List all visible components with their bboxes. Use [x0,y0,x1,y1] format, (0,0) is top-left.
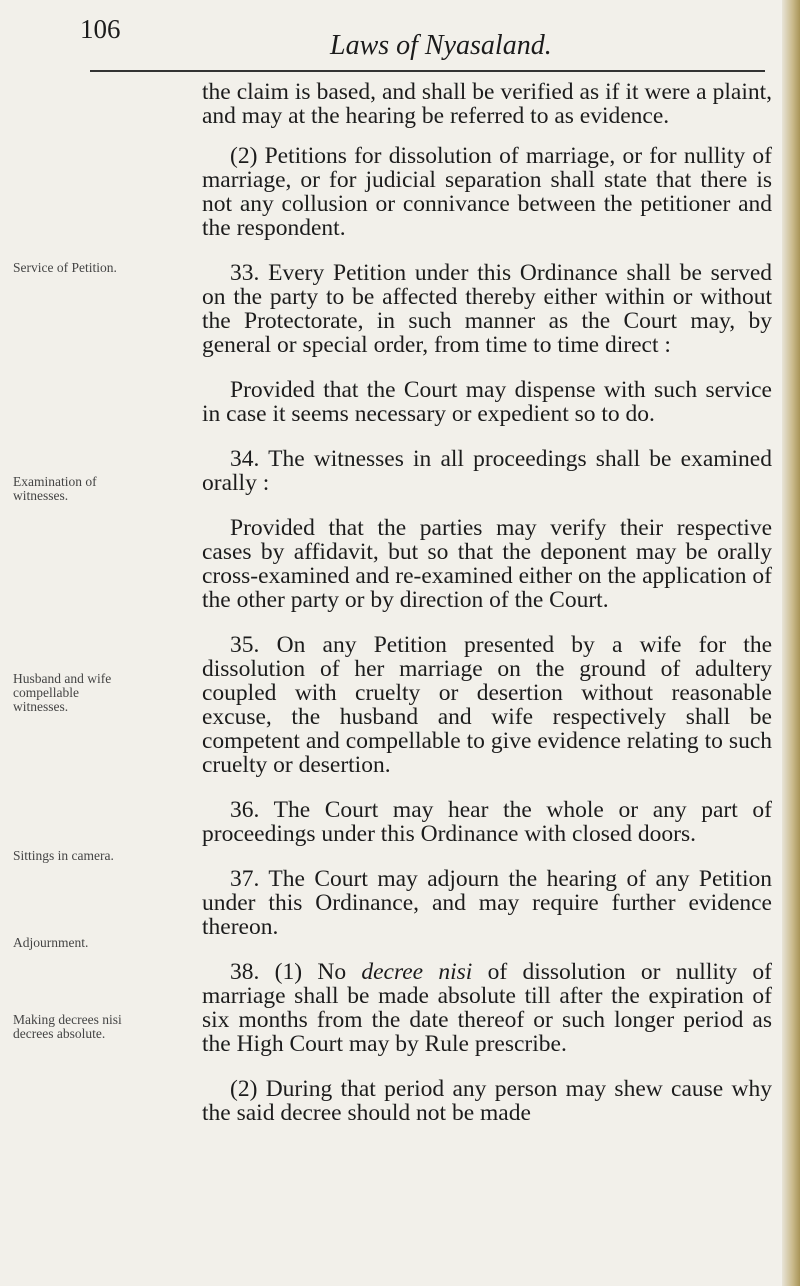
margin-note-decrees: Making decrees nisi decrees absolute. [13,1012,122,1041]
paragraph-section-38 [202,960,772,1056]
paragraph-proviso-service: Provided that the Court may dispense with such service in case it seems necessary or expedient so to do. [202,377,772,427]
paragraph-section-35: 35. On any Petition presented by a wife for the dissolution of her marriage on the ground of adultery coupled with cruelty or desertion without reasonable excuse, the husband and wife respectively shall be competent and compellable to give evidence relating to such cruelty or desertion. [202,632,772,778]
paragraph-section-33: 33. Every Petition under this Ordinance shall be served on the party to be affected thereby either within or without the Protectorate, in such manner as the Court may, by general or special order, from time to time direct : [202,260,772,358]
margin-note-sittings: Sittings in camera. [13,848,114,863]
margin-note-examination: Examination of witnesses. [13,474,97,503]
margin-note-husband-wife: Husband and wife compellable witnesses. [13,671,112,714]
margin-note-adjournment: Adjournment. [13,935,89,950]
paragraph-section-36: 36. The Court may hear the whole or any part of proceedings under this Ordinance with closed doors. [202,797,772,847]
main-text [202,80,772,1146]
section-38-lead: 38. (1) No [230,959,362,985]
decree-nisi-term: decree nisi [361,959,473,985]
paragraph-section-34: 34. The witnesses in all proceedings shall be examined orally : [202,446,772,496]
page-edge [782,0,800,1286]
margin-note-service: Service of Petition. [13,260,117,275]
page-number: 106 [80,14,121,44]
paragraph-section-37: 37. The Court may adjourn the hearing of any Petition under this Ordinance, and may require further evidence thereon. [202,866,772,940]
page-header [80,14,750,74]
paragraph-petitions-dissolution: (2) Petitions for dissolution of marriage, or for nullity of marriage, or for judicial separation shall state that there is not any collusion or connivance between the petitioner and the respondent. [202,143,772,241]
section-38-rest: of dissolution or nullity of marriage shall be made absolute till after the expiration of six months from the date thereof or such longer period as the High Court may by Rule prescribe. [202,959,773,1057]
paragraph-claim: the claim is based, and shall be verified as if it were a plaint, and may at the hearing be referred to as evidence. [202,79,772,129]
paragraph-section-38-2: (2) During that period any person may shew cause why the said decree should not be made [202,1076,772,1126]
running-title: Laws of Nyasaland. [330,30,552,61]
paragraph-proviso-affidavit: Provided that the parties may verify their respective cases by affidavit, but so that the deponent may be orally cross-examined and re-examined either on the application of the other party or by direction of the Court. [202,515,772,613]
header-rule [90,70,765,72]
